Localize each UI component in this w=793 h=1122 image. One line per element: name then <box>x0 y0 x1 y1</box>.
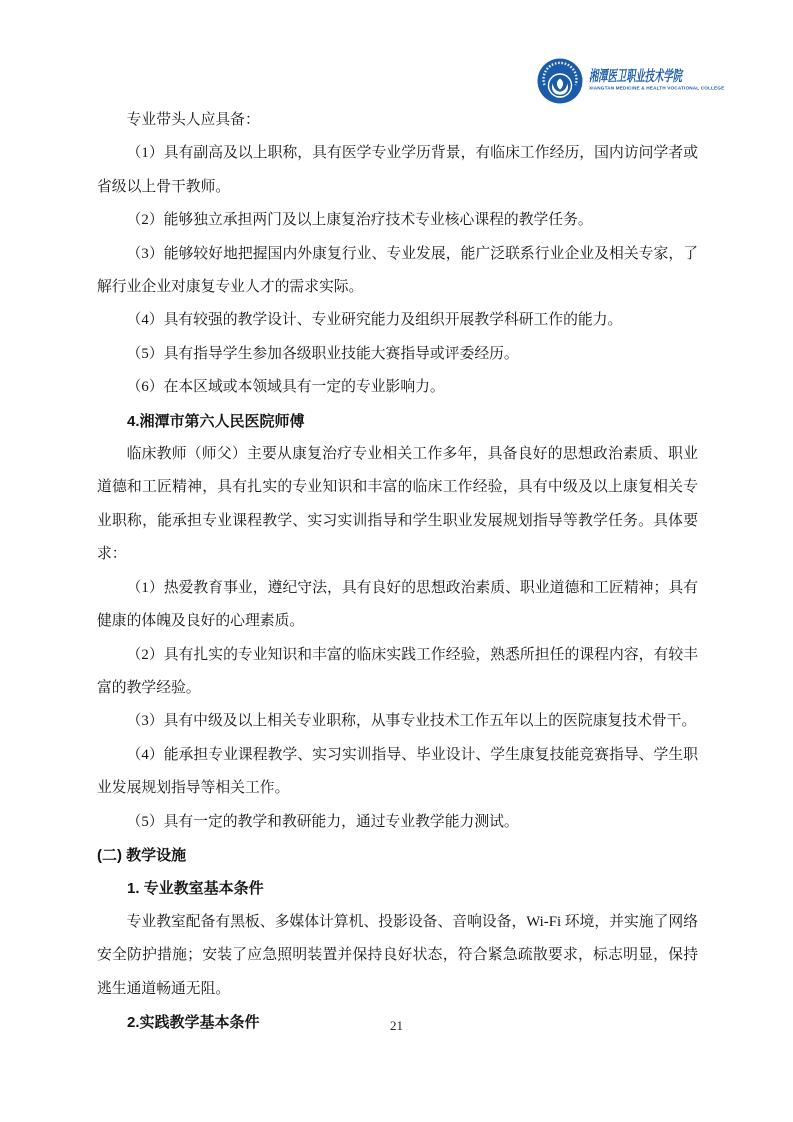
paragraph: （1）具有副高及以上职称，具有医学专业学历背景，有临床工作经历，国内访问学者或省级以上骨干教师。 <box>97 145 698 195</box>
paragraph: （3）具有中级及以上相关专业职称，从事专业技术工作五年以上的医院康复技术骨干。 <box>126 713 697 730</box>
college-name-zh: 湘潭医卫职业技术学院 <box>589 67 683 85</box>
paragraph: （4）能承担专业课程教学、实习实训指导、毕业设计、学生康复技能竞赛指导、学生职业发展规划指导等相关工作。 <box>97 746 698 797</box>
paragraph: （4）具有较强的教学设计、专业研究能力及组织开展教学科研工作的能力。 <box>126 312 623 329</box>
page-number: 21 <box>390 1018 403 1033</box>
paragraph: （5）具有一定的教学和教研能力，通过专业教学能力测试。 <box>126 813 519 830</box>
heading: 1. 专业教室基本条件 <box>127 880 264 898</box>
college-name-block <box>589 68 793 94</box>
paragraph: （2）具有扎实的专业知识和丰富的临床实践工作经验，熟悉所担任的课程内容，有较丰富的教学经验。 <box>97 646 698 696</box>
heading: 2.实践教学基本条件 <box>127 1013 260 1031</box>
paragraph: （3）能够较好地把握国内外康复行业、专业发展，能广泛联系行业企业及相关专家，了解行业企业对康复专业人才的需求实际。 <box>97 245 698 296</box>
paragraph: （1）热爱教育事业，遵纪守法，具有良好的思想政治素质、职业道德和工匠精神；具有健康的体魄及良好的心理素质。 <box>97 579 698 630</box>
paragraph: 专业教室配备有黑板、多媒体计算机、投影设备、音响设备，Wi-Fi 环境，并实施了网络安全防护措施；安装了应急照明装置并保持良好状态，符合紧急疏散要求，标志明显，保持逃生通道畅通无阻。 <box>97 913 698 997</box>
paragraph: （2）能够独立承担两门及以上康复治疗技术专业核心课程的教学任务。 <box>126 212 593 229</box>
paragraph: （5）具有指导学生参加各级职业技能大赛指导或评委经历。 <box>126 345 519 362</box>
document-body <box>97 104 698 1039</box>
paragraph: 专业带头人应具备： <box>126 112 260 128</box>
heading: (二) 教学设施 <box>97 846 187 864</box>
heading: 4.湘潭市第六人民医院师傅 <box>127 412 305 430</box>
college-emblem-icon <box>537 58 583 104</box>
college-name-en: XIANGTAN MEDICINE & HEALTH VOCATIONAL COLLEGE <box>589 85 725 91</box>
paragraph: 临床教师（师父）主要从康复治疗专业相关工作多年，具备良好的思想政治素质、职业道德和工匠精神，具有扎实的专业知识和丰富的临床工作经验，具有中级及以上康复相关专业职称，能承担专业课程教学、实习实训指导和学生职业发展规划指导等教学任务。具体要求： <box>97 446 698 563</box>
paragraph: （6）在本区域或本领域具有一定的专业影响力。 <box>126 379 445 396</box>
college-logo <box>537 58 793 104</box>
